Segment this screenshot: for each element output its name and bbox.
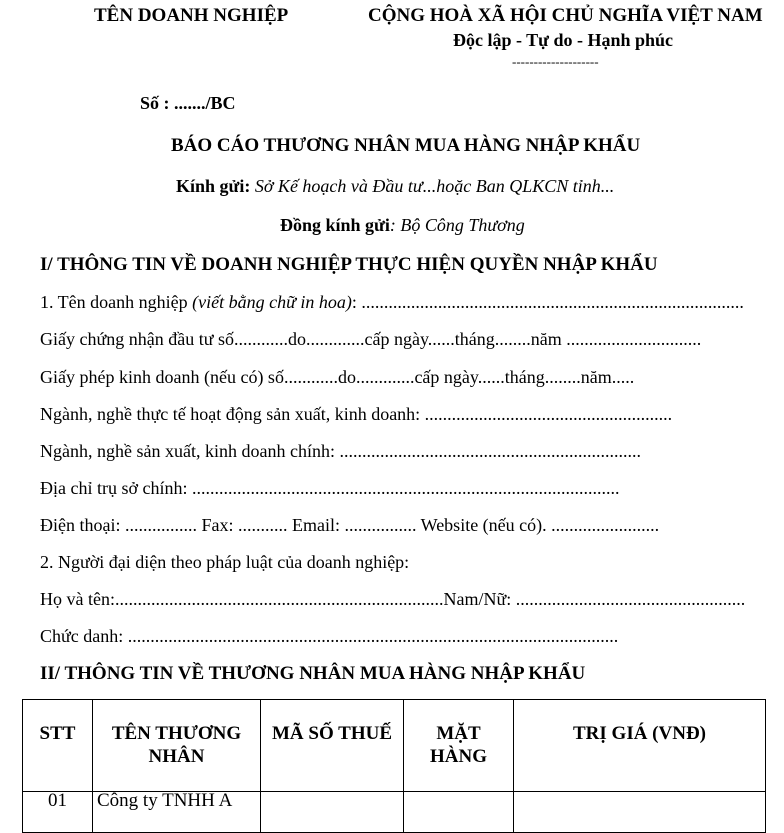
- addressee-value: Sở Kế hoạch và Đầu tư...hoặc Ban QLKCN tỉnh...: [250, 176, 615, 196]
- cell-trader-name: Công ty TNHH A: [93, 792, 261, 833]
- legal-representative-heading: 2. Người đại diện theo pháp luật của doanh nghiệp:: [40, 552, 410, 572]
- col-header-value: TRỊ GIÁ (VNĐ): [514, 700, 766, 792]
- col-header-stt: STT: [23, 700, 93, 792]
- field-investment-certificate: Giấy chứng nhận đầu tư số............do.............cấp ngày......tháng........năm ..............................: [40, 329, 702, 349]
- cell-value: [514, 792, 766, 833]
- field-main-business: Ngành, nghề sản xuất, kinh doanh chính: ...................................................................: [40, 441, 641, 461]
- field-position: Chức danh: .............................................................................................................: [40, 626, 619, 646]
- field-business-license: Giấy phép kinh doanh (nếu có) số............do.............cấp ngày......tháng........năm.....: [40, 367, 635, 387]
- addressee-line: [176, 176, 614, 197]
- company-name-label: 1. Tên doanh nghiệp: [40, 292, 193, 312]
- national-motto: Độc lập - Tự do - Hạnh phúc: [453, 30, 674, 50]
- cc-line: [280, 215, 525, 236]
- motto-underline: --------------------: [512, 54, 599, 69]
- cc-label: Đồng kính gửi: [280, 215, 390, 235]
- field-actual-business: Ngành, nghề thực tế hoạt động sản xuất, kinh doanh: .......................................................: [40, 404, 673, 424]
- table-row: [23, 792, 766, 833]
- company-name-placeholder: TÊN DOANH NGHIỆP: [94, 5, 289, 26]
- cc-value: : Bộ Công Thương: [389, 215, 525, 235]
- company-name-hint: (viết bằng chữ in hoa): [192, 292, 352, 312]
- col-header-trader-name: TÊN THƯƠNG NHÂN: [93, 700, 261, 792]
- document-number: Số : ......./BC: [140, 93, 236, 113]
- cell-stt: 01: [23, 792, 93, 833]
- cell-tax-code: [261, 792, 404, 833]
- section-2-heading: II/ THÔNG TIN VỀ THƯƠNG NHÂN MUA HÀNG NHẬP KHẨU: [40, 663, 586, 684]
- field-company-name: [40, 292, 744, 313]
- table-header-row: [23, 700, 766, 792]
- field-contacts: Điện thoại: ................ Fax: ........... Email: ................ Website (nếu có). ........................: [40, 515, 660, 535]
- company-name-blank: : .....................................................................................: [351, 292, 744, 312]
- document-title: BÁO CÁO THƯƠNG NHÂN MUA HÀNG NHẬP KHẨU: [171, 135, 641, 156]
- col-header-tax-code: MÃ SỐ THUẾ: [261, 700, 404, 792]
- importer-table: [22, 699, 766, 833]
- cell-goods: [404, 792, 514, 833]
- field-head-office: Địa chỉ trụ sở chính: ...............................................................................................: [40, 478, 620, 498]
- field-full-name: Họ và tên:.........................................................................Nam/Nữ: ...................................................: [40, 589, 746, 609]
- addressee-label: Kính gửi:: [176, 176, 251, 196]
- col-header-goods: MẶT HÀNG: [404, 700, 514, 792]
- country-name: CỘNG HOÀ XÃ HỘI CHỦ NGHĨA VIỆT NAM: [368, 5, 763, 26]
- section-1-heading: I/ THÔNG TIN VỀ DOANH NGHIỆP THỰC HIỆN QUYỀN NHẬP KHẨU: [40, 254, 658, 275]
